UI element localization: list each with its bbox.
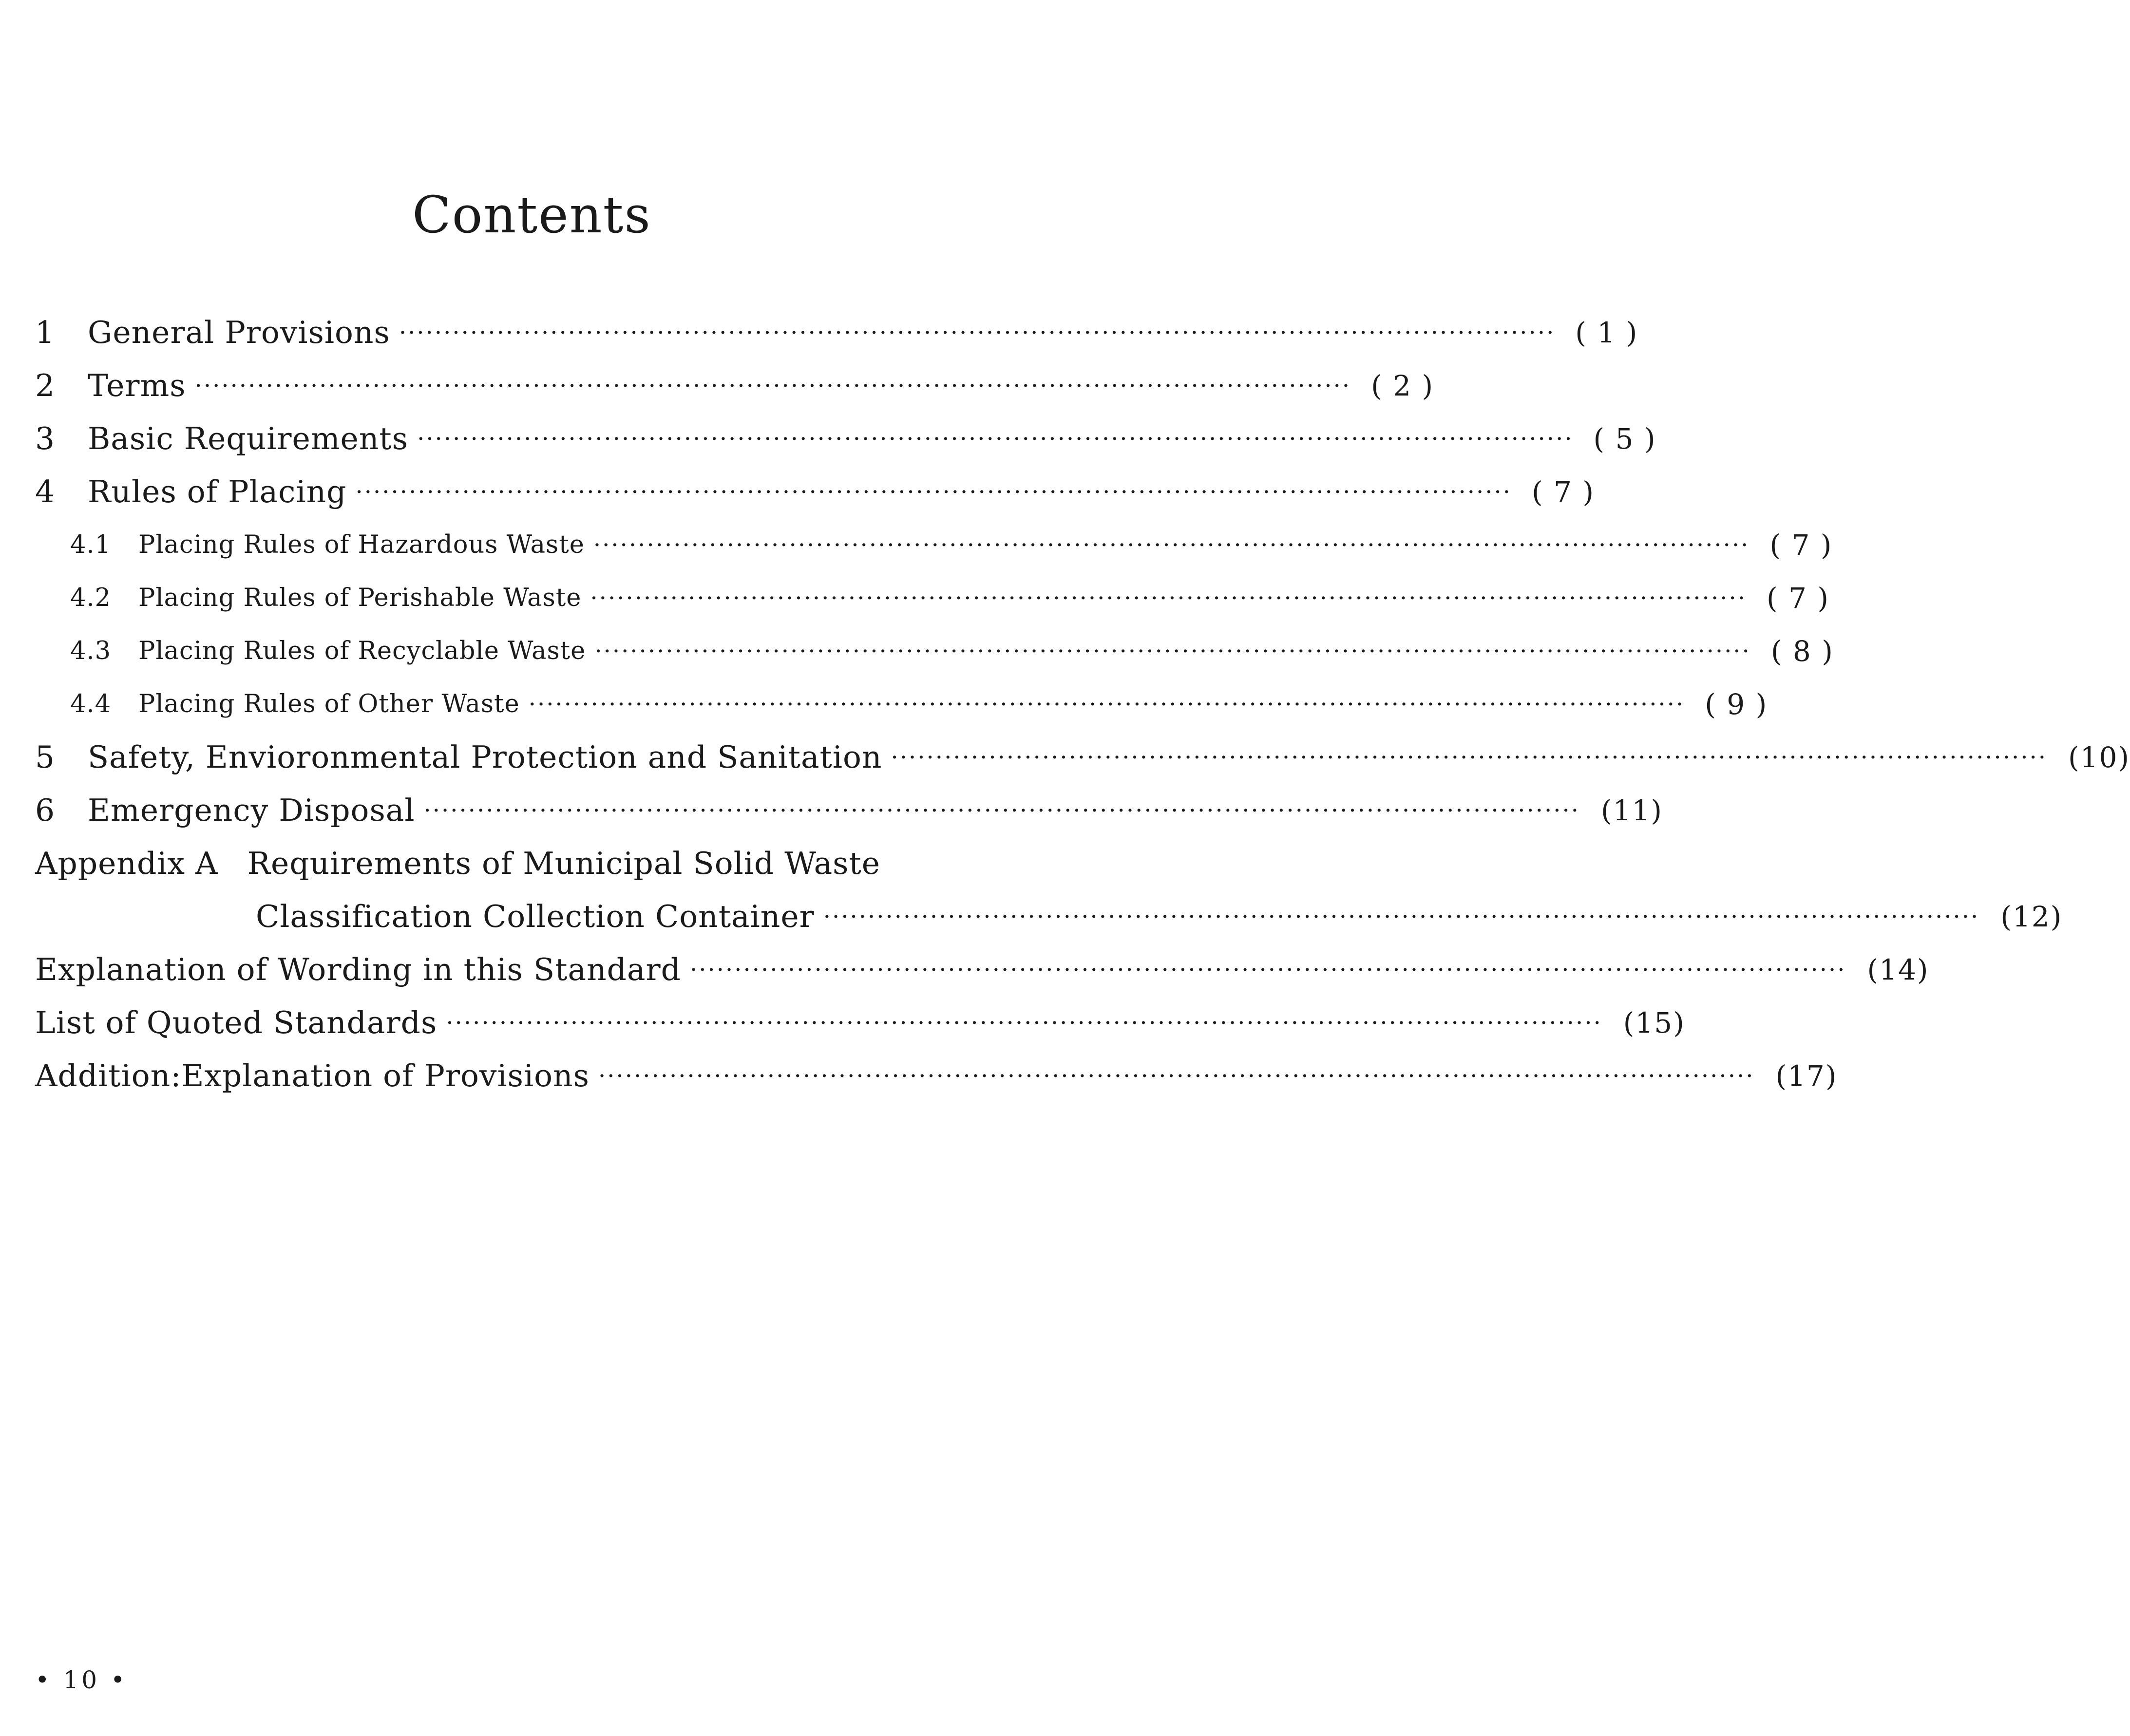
table-of-contents xyxy=(35,306,2130,1102)
toc-leader-dots: ·································································································································· xyxy=(446,1009,1602,1037)
toc-entry-page: (11) xyxy=(1600,793,1663,827)
toc-entry-page: ( 5 ) xyxy=(1593,422,1656,455)
toc-entry-wording[interactable] xyxy=(35,943,1929,996)
toc-entry-label: List of Quoted Standards xyxy=(35,1005,437,1040)
toc-entry-number: 5 xyxy=(35,739,56,775)
toc-entry-4-3[interactable] xyxy=(35,624,1834,678)
toc-entry-number: 4 xyxy=(35,474,56,509)
toc-entry-number: 4.4 xyxy=(70,690,112,718)
toc-entry-label-continued: Classification Collection Container xyxy=(256,899,815,934)
toc-leader-dots: ·································································································································· xyxy=(194,372,1351,399)
toc-entry-number: 4.3 xyxy=(70,637,112,665)
toc-entry-label: Placing Rules of Recyclable Waste xyxy=(138,637,586,665)
toc-entry-label: Placing Rules of Perishable Waste xyxy=(138,584,582,612)
toc-entry-number: 4.1 xyxy=(70,530,112,559)
toc-entry-4-2[interactable] xyxy=(35,571,1829,624)
toc-entry-label: Placing Rules of Other Waste xyxy=(138,690,520,718)
toc-leader-dots: ·································································································································· xyxy=(399,319,1556,346)
toc-entry-page: ( 8 ) xyxy=(1770,634,1834,668)
toc-leader-dots: ·································································································································· xyxy=(594,637,1751,665)
toc-entry-page: ( 7 ) xyxy=(1769,528,1833,562)
toc-entry-page: ( 2 ) xyxy=(1371,369,1434,402)
toc-entry-label: Requirements of Municipal Solid Waste xyxy=(247,846,881,881)
toc-entry-4-1[interactable] xyxy=(35,518,1833,571)
toc-leader-dots: ·································································································································· xyxy=(593,531,1750,559)
toc-entry-page: ( 1 ) xyxy=(1575,316,1638,349)
toc-entry-label: Basic Requirements xyxy=(88,421,409,456)
toc-entry-number: Appendix A xyxy=(35,846,218,881)
toc-entry-number: 6 xyxy=(35,793,56,828)
toc-entry-1[interactable] xyxy=(35,306,1638,359)
toc-entry-quoted-standards[interactable] xyxy=(35,996,1685,1049)
toc-entry-number: 1 xyxy=(35,315,56,350)
toc-entry-label: Terms xyxy=(88,368,186,403)
toc-entry-page: ( 9 ) xyxy=(1705,687,1768,721)
page-number: • 10 • xyxy=(35,1666,128,1694)
toc-leader-dots: ·································································································································· xyxy=(689,956,1846,983)
toc-entry-page: ( 7 ) xyxy=(1766,581,1829,615)
toc-entry-page: (14) xyxy=(1867,953,1929,986)
toc-leader-dots: ·································································································································· xyxy=(528,690,1685,718)
toc-entry-number: 3 xyxy=(35,421,56,456)
toc-entry-addition[interactable] xyxy=(35,1049,1838,1102)
toc-entry-page: (15) xyxy=(1623,1006,1685,1039)
toc-entry-label: Rules of Placing xyxy=(88,474,347,509)
toc-leader-dots: ·································································································································· xyxy=(423,796,1580,824)
toc-entry-appendix-a-continued[interactable] xyxy=(35,890,2063,943)
toc-entry-number: 2 xyxy=(35,368,56,403)
toc-leader-dots: ·································································································································· xyxy=(355,478,1512,506)
toc-leader-dots: ·································································································································· xyxy=(417,425,1574,453)
toc-entry-number: 4.2 xyxy=(70,584,112,612)
toc-entry-label: Placing Rules of Hazardous Waste xyxy=(138,530,585,559)
toc-entry-4-4[interactable] xyxy=(35,678,1768,731)
toc-entry-label: Safety, Envioronmental Protection and Sanitation xyxy=(88,739,882,775)
toc-entry-3[interactable] xyxy=(35,412,1656,465)
toc-entry-page: (17) xyxy=(1775,1059,1838,1093)
toc-leader-dots: ·································································································································· xyxy=(891,743,2048,771)
toc-entry-5[interactable] xyxy=(35,731,2130,784)
toc-entry-label: General Provisions xyxy=(88,315,390,350)
toc-entry-2[interactable] xyxy=(35,359,1434,412)
toc-entry-label: Addition:Explanation of Provisions xyxy=(35,1058,590,1094)
toc-entry-page: ( 7 ) xyxy=(1532,475,1595,509)
toc-entry-4[interactable] xyxy=(35,465,1595,518)
toc-entry-label: Emergency Disposal xyxy=(88,793,415,828)
page-title: Contents xyxy=(412,185,651,245)
toc-leader-dots: ·································································································································· xyxy=(590,584,1747,612)
toc-entry-label: Explanation of Wording in this Standard xyxy=(35,952,681,987)
toc-leader-dots: ·································································································································· xyxy=(598,1062,1755,1090)
toc-entry-page: (10) xyxy=(2068,740,2130,774)
toc-entry-appendix-a[interactable] xyxy=(35,837,1029,890)
toc-entry-page: (12) xyxy=(2000,900,2063,933)
toc-leader-dots: ·································································································································· xyxy=(823,903,1980,930)
toc-entry-6[interactable] xyxy=(35,784,1663,837)
